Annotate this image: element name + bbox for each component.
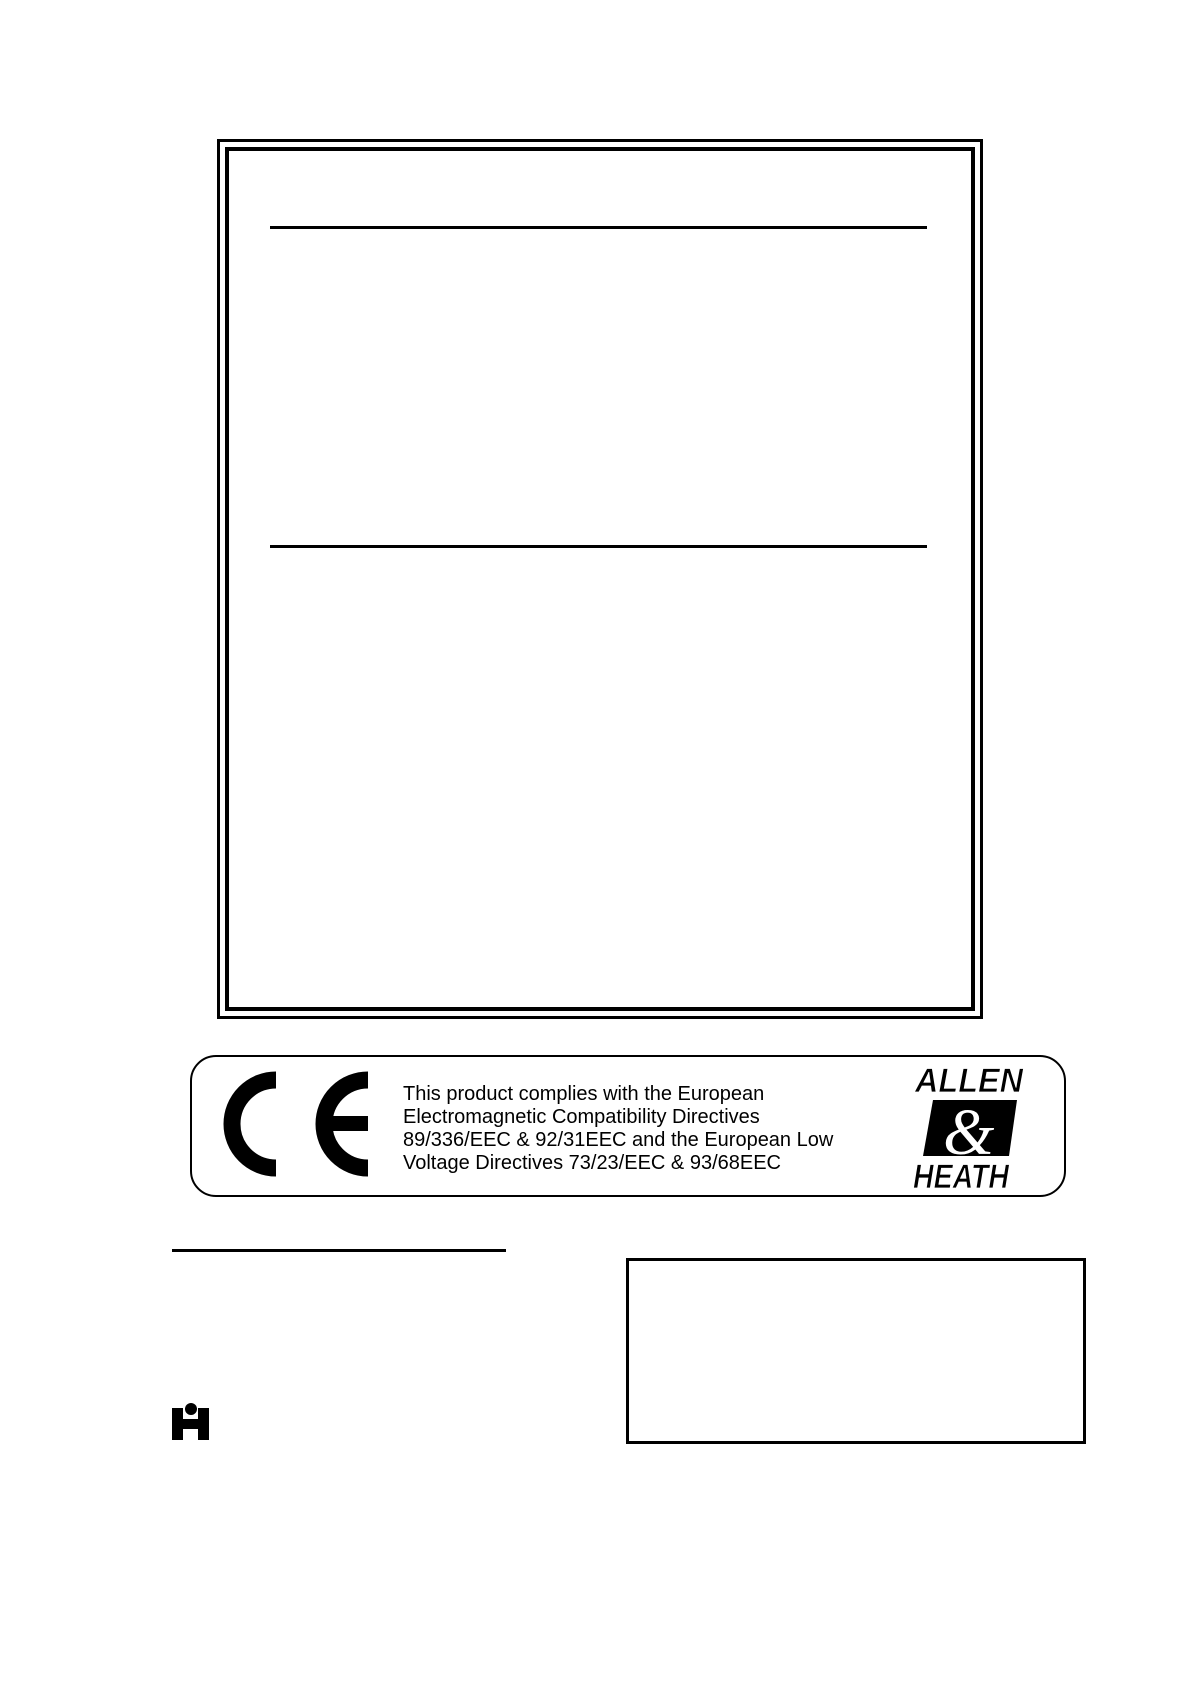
- compliance-line: This product complies with the European: [403, 1083, 765, 1105]
- lower-left-rule: [172, 1249, 506, 1252]
- lower-right-box: [626, 1258, 1086, 1444]
- compliance-line: 89/336/EEC & 92/31EEC and the European Low: [403, 1129, 834, 1151]
- compliance-statement: [403, 1083, 863, 1175]
- logo-ampersand: &: [943, 1096, 995, 1169]
- logo-bottom-text: HEATH: [913, 1158, 1011, 1192]
- compliance-line: Voltage Directives 73/23/EEC & 93/68EEC: [403, 1152, 781, 1174]
- lower-section-rule: [270, 545, 927, 548]
- main-frame-inner-border: [225, 147, 975, 1011]
- upper-section-rule: [270, 226, 927, 229]
- logo-top-text: ALLEN: [914, 1062, 1025, 1100]
- allen-heath-logo: [913, 1060, 1033, 1192]
- small-logo-mark-icon: [172, 1402, 212, 1440]
- ce-mark-icon: [216, 1068, 376, 1180]
- compliance-line: Electromagnetic Compatibility Directives: [403, 1106, 760, 1128]
